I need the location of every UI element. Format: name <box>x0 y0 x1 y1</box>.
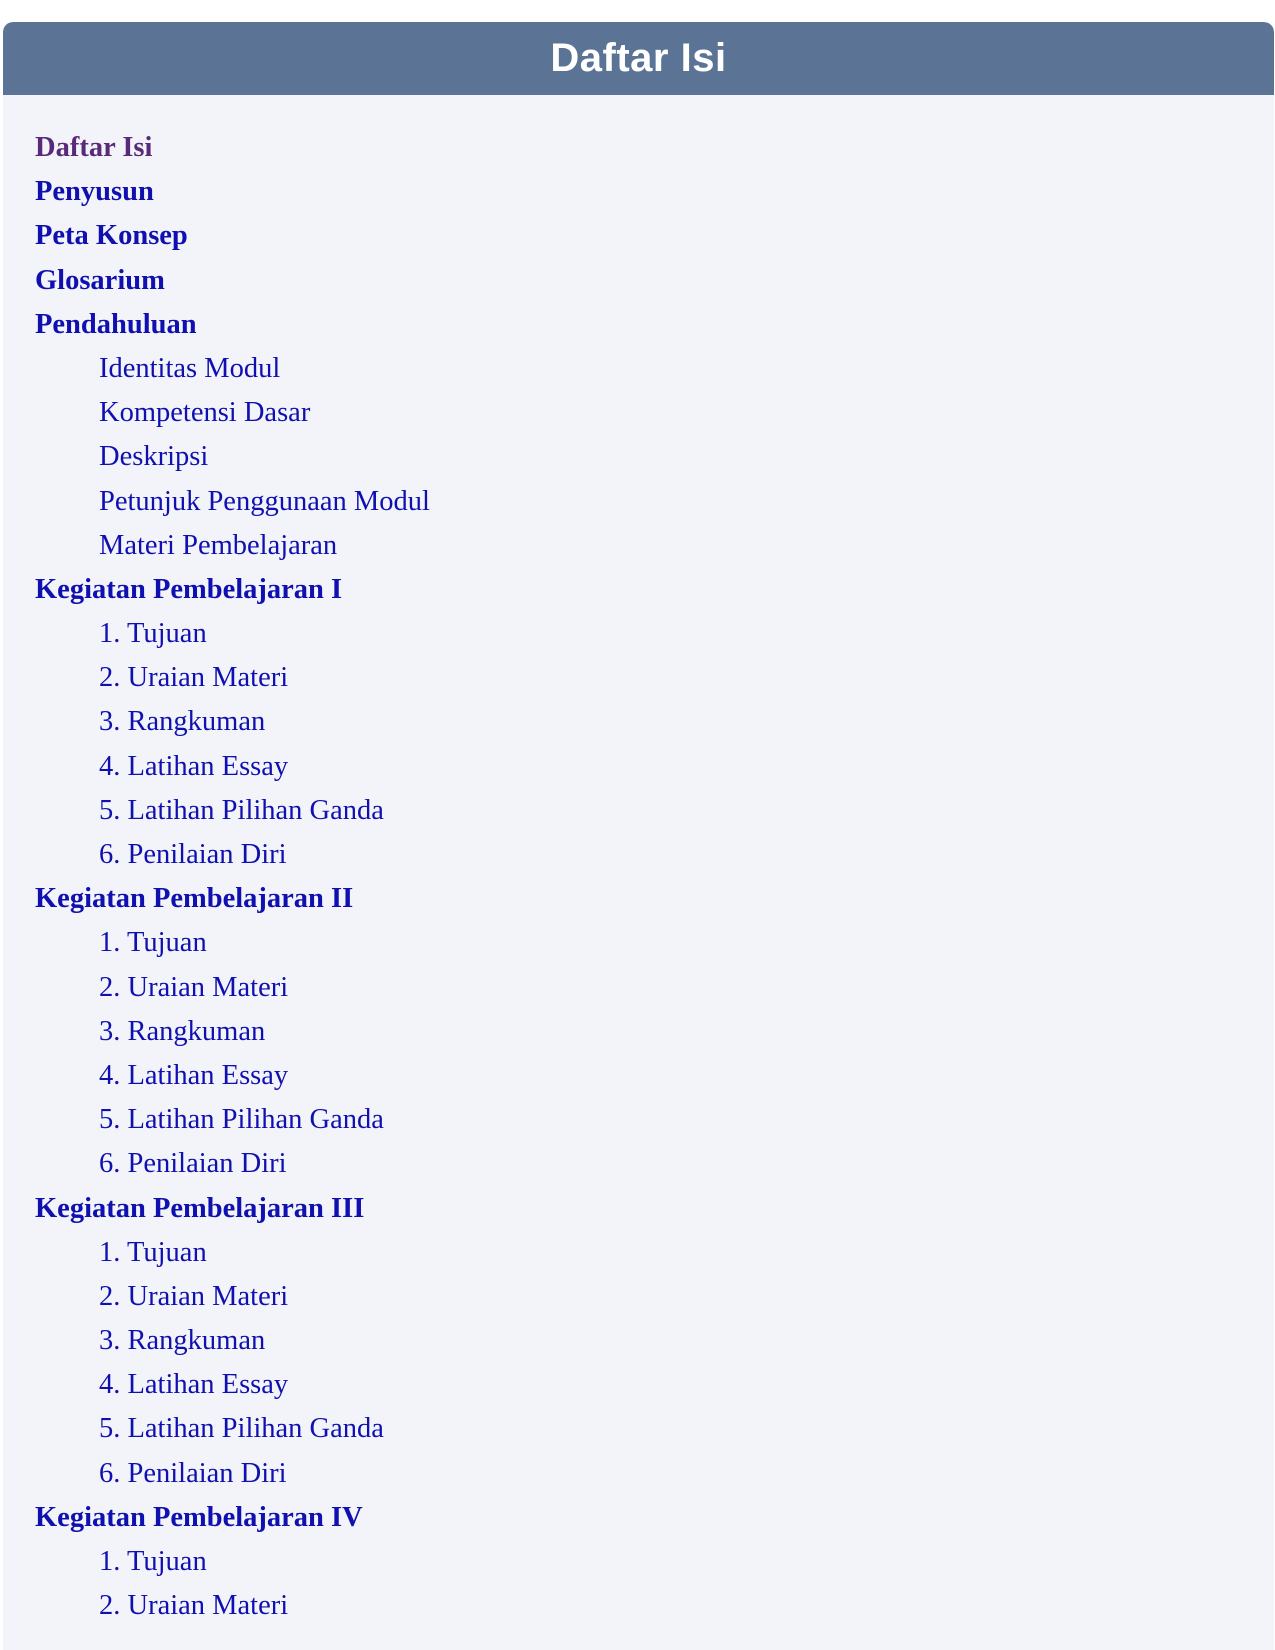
toc-sub-link-4-latihan-essay[interactable]: 4. Latihan Essay <box>99 750 289 782</box>
toc-section-link-daftar-isi[interactable]: Daftar Isi <box>35 132 153 163</box>
toc-sub-link-materi-pembelajaran[interactable]: Materi Pembelajaran <box>99 529 338 561</box>
header-bar <box>3 22 1274 95</box>
toc-sub-link-deskripsi[interactable]: Deskripsi <box>99 441 209 473</box>
toc-section-link-kegiatan-pembelajaran-iii[interactable]: Kegiatan Pembelajaran III <box>35 1192 365 1224</box>
toc-section-link-peta-konsep[interactable]: Peta Konsep <box>35 220 188 252</box>
toc-sub-link-2-uraian-materi[interactable]: 2. Uraian Materi <box>99 1590 289 1622</box>
toc-sub-link-6-penilaian-diri[interactable]: 6. Penilaian Diri <box>99 1148 287 1180</box>
toc-sub-link-1-tujuan[interactable]: 1. Tujuan <box>99 618 207 650</box>
toc-section-link-pendahuluan[interactable]: Pendahuluan <box>35 308 197 340</box>
toc-section-link-glosarium[interactable]: Glosarium <box>35 264 165 296</box>
toc-sub-link-2-uraian-materi[interactable]: 2. Uraian Materi <box>99 662 289 694</box>
toc-sub-link-3-rangkuman[interactable]: 3. Rangkuman <box>99 1325 266 1357</box>
toc-sub-link-5-latihan-pilihan-ganda[interactable]: 5. Latihan Pilihan Ganda <box>99 1413 384 1445</box>
toc-sub-link-4-latihan-essay[interactable]: 4. Latihan Essay <box>99 1369 289 1401</box>
toc-sub-link-3-rangkuman[interactable]: 3. Rangkuman <box>99 706 266 738</box>
toc-section-link-kegiatan-pembelajaran-ii[interactable]: Kegiatan Pembelajaran II <box>35 883 354 915</box>
toc-section-link-kegiatan-pembelajaran-i[interactable]: Kegiatan Pembelajaran I <box>35 573 343 605</box>
toc-sub-link-2-uraian-materi[interactable]: 2. Uraian Materi <box>99 971 289 1003</box>
toc-sub-link-6-penilaian-diri[interactable]: 6. Penilaian Diri <box>99 839 287 870</box>
toc-sub-link-6-penilaian-diri[interactable]: 6. Penilaian Diri <box>99 1457 287 1489</box>
toc-sub-link-5-latihan-pilihan-ganda[interactable]: 5. Latihan Pilihan Ganda <box>99 794 384 826</box>
toc-sub-link-identitas-modul[interactable]: Identitas Modul <box>99 352 281 384</box>
toc-panel <box>3 22 1274 1650</box>
toc-section-link-kegiatan-pembelajaran-iv[interactable]: Kegiatan Pembelajaran IV <box>35 1501 363 1533</box>
toc-sub-link-5-latihan-pilihan-ganda[interactable]: 5. Latihan Pilihan Ganda <box>99 1104 384 1136</box>
toc-sub-link-1-tujuan[interactable]: 1. Tujuan <box>99 1236 207 1268</box>
toc-sub-link-1-tujuan[interactable]: 1. Tujuan <box>99 927 207 959</box>
toc-sub-link-kompetensi-dasar[interactable]: Kompetensi Dasar <box>99 397 311 429</box>
toc-sub-link-4-latihan-essay[interactable]: 4. Latihan Essay <box>99 1059 289 1091</box>
page-title: Daftar Isi <box>550 36 727 80</box>
table-of-contents <box>33 126 1244 1628</box>
toc-sub-link-3-rangkuman[interactable]: 3. Rangkuman <box>99 1015 266 1047</box>
toc-sub-link-1-tujuan[interactable]: 1. Tujuan <box>99 1546 207 1577</box>
toc-section-link-penyusun[interactable]: Penyusun <box>35 176 154 208</box>
toc-sub-link-petunjuk-penggunaan-modul[interactable]: Petunjuk Penggunaan Modul <box>99 485 430 517</box>
toc-sub-link-2-uraian-materi[interactable]: 2. Uraian Materi <box>99 1280 289 1312</box>
